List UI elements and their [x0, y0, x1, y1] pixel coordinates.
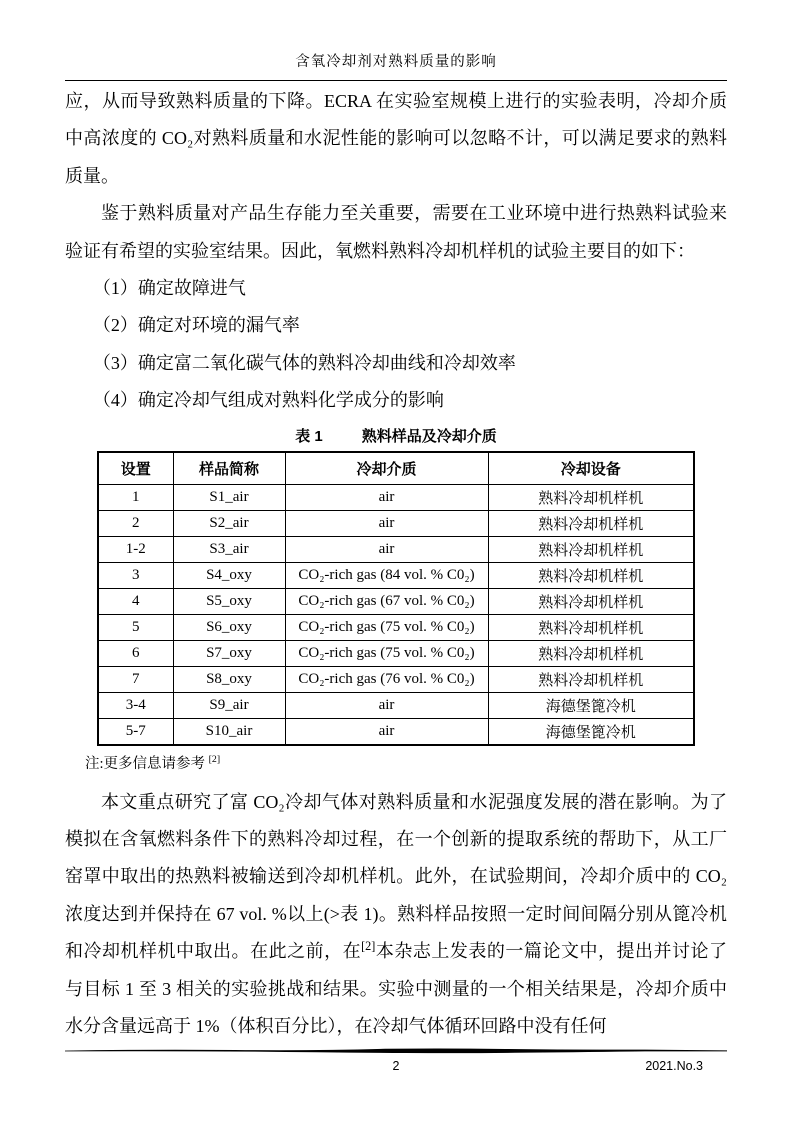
table-cell: S8_oxy — [173, 666, 285, 692]
table-row — [98, 510, 694, 536]
table-cell: 熟料冷却机样机 — [488, 510, 694, 536]
table-cell: air — [285, 510, 488, 536]
table-cell: CO₂-rich gas (84 vol. % C0₂) — [285, 562, 488, 588]
table-cell: S3_air — [173, 536, 285, 562]
table-cell: CO₂-rich gas (75 vol. % C0₂) — [285, 640, 488, 666]
page-number: 2 — [392, 1059, 400, 1073]
table-cell: CO₂-rich gas (75 vol. % C0₂) — [285, 614, 488, 640]
table-cell: 海德堡篦冷机 — [488, 718, 694, 745]
page-content — [65, 50, 727, 1046]
table-cell: CO₂-rich gas (76 vol. % C0₂) — [285, 666, 488, 692]
table-note: 注:更多信息请参考 [2] — [85, 753, 221, 772]
table-cell: 熟料冷却机样机 — [488, 562, 694, 588]
table-cell: S6_oxy — [173, 614, 285, 640]
body-paragraph: 应，从而导致熟料质量的下降。ECRA 在实验室规模上进行的实验表明，冷却介质中高浓度的 CO₂对熟料质量和水泥性能的影响可以忽略不计，可以满足要求的熟料质量。 — [65, 91, 727, 186]
table-header-sample: 样品简称 — [173, 452, 285, 485]
footer-row — [65, 1057, 727, 1075]
table-header-setup: 设置 — [98, 452, 173, 485]
running-header-title: 含氧冷却剂对熟料质量的影响 — [65, 50, 727, 81]
table-cell: 熟料冷却机样机 — [488, 640, 694, 666]
objective-item-4: （4）确定冷却气组成对熟料化学成分的影响 — [92, 390, 444, 411]
objective-item-2: （2）确定对环境的漏气率 — [92, 315, 300, 336]
table-row — [98, 640, 694, 666]
table-header-medium: 冷却介质 — [285, 452, 488, 485]
table-cell: air — [285, 536, 488, 562]
table-row — [98, 692, 694, 718]
table-cell: 熟料冷却机样机 — [488, 666, 694, 692]
table-row — [98, 666, 694, 692]
table-body — [98, 484, 694, 745]
objective-item-3: （3）确定富二氧化碳气体的熟料冷却曲线和冷却效率 — [92, 352, 516, 373]
table-cell: S4_oxy — [173, 562, 285, 588]
table-cell: S1_air — [173, 484, 285, 510]
table-cell: 3 — [98, 562, 173, 588]
table-row — [98, 614, 694, 640]
objective-item-1: （1）确定故障进气 — [92, 278, 246, 299]
table-row — [98, 536, 694, 562]
table-header-device: 冷却设备 — [488, 452, 694, 485]
table-cell: 熟料冷却机样机 — [488, 536, 694, 562]
table-cell: 7 — [98, 666, 173, 692]
table-row — [98, 718, 694, 745]
table-cell: 2 — [98, 510, 173, 536]
issue-label: 2021.No.3 — [645, 1059, 703, 1073]
table-cell: 5 — [98, 614, 173, 640]
table-header-row — [98, 452, 694, 485]
table-cell: CO₂-rich gas (67 vol. % C0₂) — [285, 588, 488, 614]
table-cell: S7_oxy — [173, 640, 285, 666]
table-cell: 3-4 — [98, 692, 173, 718]
page-footer — [65, 1047, 727, 1075]
table-cell: 1-2 — [98, 536, 173, 562]
table-cell: air — [285, 718, 488, 745]
table-row — [98, 588, 694, 614]
table-cell: air — [285, 484, 488, 510]
table-cell: 海德堡篦冷机 — [488, 692, 694, 718]
table-cell: S5_oxy — [173, 588, 285, 614]
table-cell: air — [285, 692, 488, 718]
table-cell: 熟料冷却机样机 — [488, 614, 694, 640]
footer-rule — [65, 1047, 727, 1056]
table-cell: S2_air — [173, 510, 285, 536]
table-row — [98, 484, 694, 510]
body-paragraph: 鉴于熟料质量对产品生存能力至关重要，需要在工业环境中进行热熟料试验来验证有希望的实验室结果。因此，氧燃料熟料冷却机样机的试验主要目的如下： — [65, 203, 727, 261]
table-cell: S9_air — [173, 692, 285, 718]
table-caption-title: 熟料样品及冷却介质 — [361, 427, 497, 445]
table-caption-label: 表 1 — [295, 427, 323, 445]
table-cell: 熟料冷却机样机 — [488, 588, 694, 614]
table-cell: 熟料冷却机样机 — [488, 484, 694, 510]
table-cell: 6 — [98, 640, 173, 666]
body-paragraph: 本文重点研究了富 CO₂冷却气体对熟料质量和水泥强度发展的潜在影响。为了模拟在含氧燃料条件下的熟料冷却过程，在一个创新的提取系统的帮助下，从工厂窑罩中取出的热熟料被输送到冷却机样机。此外，在试验期间，冷却介质中的 CO₂浓度达到并保持在 67 vol. %以上(>表 1)。熟料样品按照一定时间间隔分别从篦冷机和冷却机样机中取出。在此之前，在[2]本杂志上发表的一篇论文中，提出并讨论了与目标 1 至 3 相关的实验挑战和结果。实验中测量的一个相关结果是，冷却介质中水分含量远高于 1%（体积百分比），在冷却气体循环回路中没有任何 — [65, 791, 728, 1037]
table-cell: 5-7 — [98, 718, 173, 745]
sample-table — [97, 451, 695, 746]
table-cell: S10_air — [173, 718, 285, 745]
table-caption — [65, 427, 727, 447]
table-row — [98, 562, 694, 588]
table-cell: 4 — [98, 588, 173, 614]
table-cell: 1 — [98, 484, 173, 510]
